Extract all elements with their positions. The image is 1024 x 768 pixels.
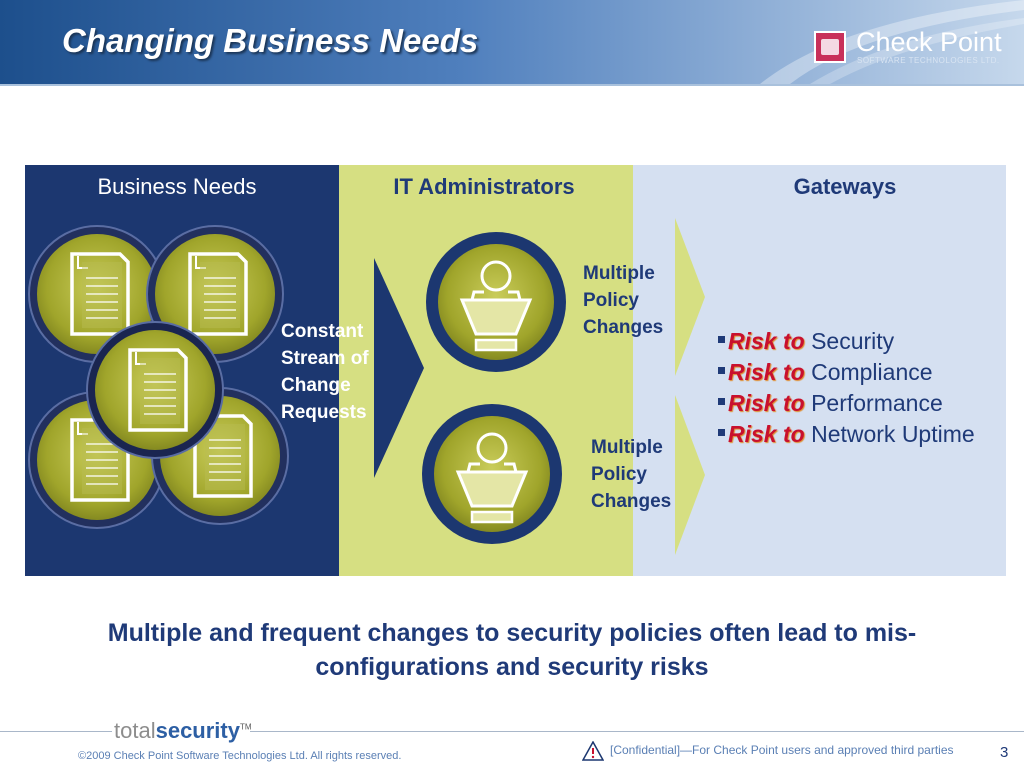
risk-prefix: Risk to (728, 421, 805, 447)
footer-rule (0, 731, 112, 732)
risk-item (718, 419, 1008, 450)
total-security-tagline (114, 718, 252, 744)
risk-target: Network Uptime (811, 421, 975, 447)
administrator-icon (422, 404, 562, 544)
copyright-notice: ©2009 Check Point Software Technologies Ltd. All rights reserved. (78, 750, 402, 762)
risk-target: Security (811, 328, 895, 354)
risk-target: Compliance (811, 359, 933, 385)
policy-changes-label-top: Multiple Policy Changes (583, 263, 664, 338)
page-number: 3 (1000, 744, 1009, 761)
slide-title: Changing Business Needs (62, 22, 479, 59)
it-administrators-heading: IT Administrators (393, 174, 575, 199)
risk-prefix: Risk to (728, 390, 805, 416)
risk-item (718, 326, 1008, 357)
policy-changes-label-bottom: Multiple Policy Changes (591, 437, 672, 512)
footer-rule (250, 731, 1024, 732)
tagline-light: total (114, 718, 156, 743)
document-icon (87, 322, 223, 458)
logo-subtitle: SOFTWARE TECHNOLOGIES LTD. (857, 56, 1000, 65)
bullet-icon (718, 429, 725, 436)
business-needs-heading: Business Needs (97, 174, 257, 199)
logo-name: Check Point (856, 27, 1002, 57)
conclusion-text: Multiple and frequent changes to security policies often lead to mis-configurations and security risks (107, 619, 917, 681)
bullet-icon (718, 367, 725, 374)
administrator-icon (426, 232, 566, 372)
risk-target: Performance (811, 390, 943, 416)
tagline-bold: security (155, 718, 240, 743)
risk-prefix: Risk to (728, 359, 805, 385)
risk-item (718, 388, 1008, 419)
risk-prefix: Risk to (728, 328, 805, 354)
confidential-notice: [Confidential]—For Check Point users and approved third parties (610, 743, 954, 757)
risk-item (718, 357, 1008, 388)
stream-label: Constant Stream of Change Requests (281, 321, 369, 423)
warning-icon (582, 741, 604, 761)
bullet-icon (718, 398, 725, 405)
risk-list (718, 326, 1008, 450)
tagline-trademark: TM (239, 722, 252, 732)
bullet-icon (718, 336, 725, 343)
gateways-heading: Gateways (793, 174, 897, 199)
